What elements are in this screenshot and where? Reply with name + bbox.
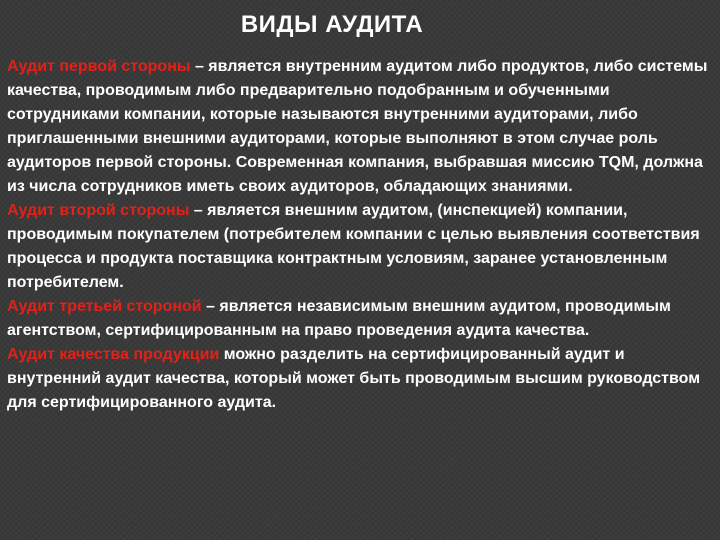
term-third-party: Аудит третьей стороной (7, 298, 202, 315)
definition-second-party: – является внешним аудитом, (инспекцией) компании, проводимым покупателем (потребителем компании с целью выявления соответствия процесса и продукта поставщика контрактным условиям, заранее установленным потребителем. (7, 202, 700, 291)
slide-title: ВИДЫ АУДИТА (240, 11, 424, 38)
slide-body (7, 55, 715, 415)
definition-third-party: – является независимым внешним аудитом, проводимым агентством, сертифицированным на право проведения аудита качества. (7, 298, 671, 339)
term-first-party: Аудит первой стороны (7, 58, 191, 75)
definition-first-party: – является внутренним аудитом либо продуктов, либо системы качества, проводимым либо предварительно подобранным и обученными сотрудниками компании, которые называются внутренними аудиторами, либо приглашенными внешними аудиторами, которые выполняют в этом случае роль аудиторов первой стороны. Современная компания, выбравшая миссию TQM, должна из числа сотрудников иметь своих аудиторов, обладающих знаниями. (7, 58, 708, 195)
definition-product-quality: можно разделить на сертифицированный аудит и внутренний аудит качества, который может быть проводимым высшим руководством для сертифицированного аудита. (7, 346, 701, 411)
paragraph-product-quality (7, 343, 715, 415)
term-product-quality: Аудит качества продукции (7, 346, 220, 363)
paragraph-third-party (7, 295, 715, 343)
term-second-party: Аудит второй стороны (7, 202, 190, 219)
paragraph-second-party (7, 199, 715, 295)
paragraph-first-party (7, 55, 715, 199)
